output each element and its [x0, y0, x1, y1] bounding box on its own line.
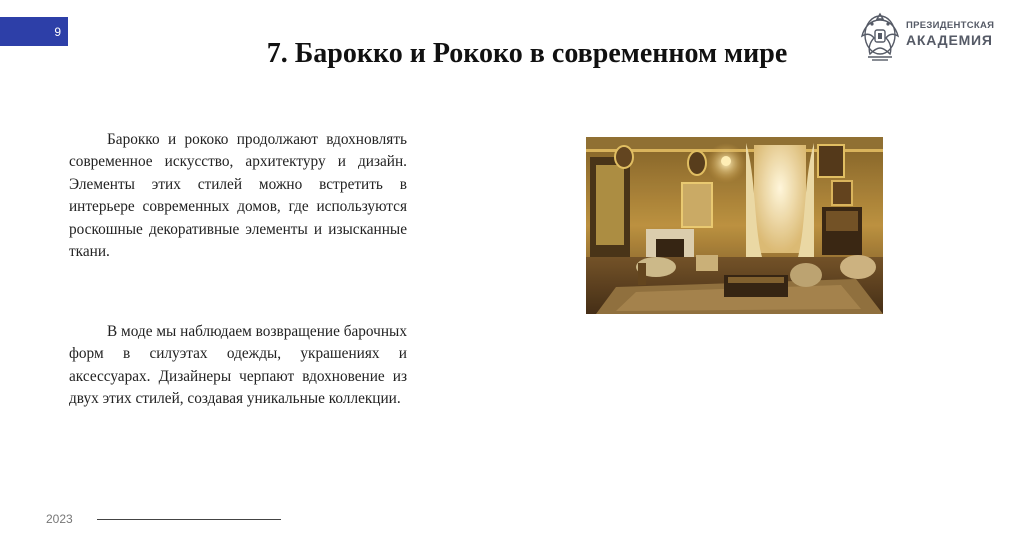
- footer-year: 2023: [46, 512, 73, 526]
- baroque-interior-photo: [586, 137, 883, 314]
- logo-line2: АКАДЕМИЯ: [906, 31, 993, 48]
- academy-logo: [858, 8, 1008, 62]
- slide-title: 7. Барокко и Рококо в современном мире: [266, 38, 788, 69]
- paragraph-2: В моде мы наблюдаем возвращение барочных форм в силуэтах одежды, украшениях и аксессуарах. Дизайнеры черпают вдохновение из двух этих стилей, создавая уникальные коллекции.: [69, 323, 407, 408]
- double-headed-eagle-emblem-icon: [858, 8, 902, 62]
- logo-text: [906, 21, 994, 47]
- page-number: 9: [54, 24, 61, 39]
- paragraph-1: Барокко и рококо продолжают вдохновлять современное искусство, архитектуру и дизайн. Элементы этих стилей можно встретить в интерьере современных домов, где используются роскошные декоративные элементы и изысканные ткани.: [69, 131, 407, 261]
- logo-line1: ПРЕЗИДЕНТСКАЯ: [906, 20, 995, 31]
- footer-divider: [97, 519, 281, 520]
